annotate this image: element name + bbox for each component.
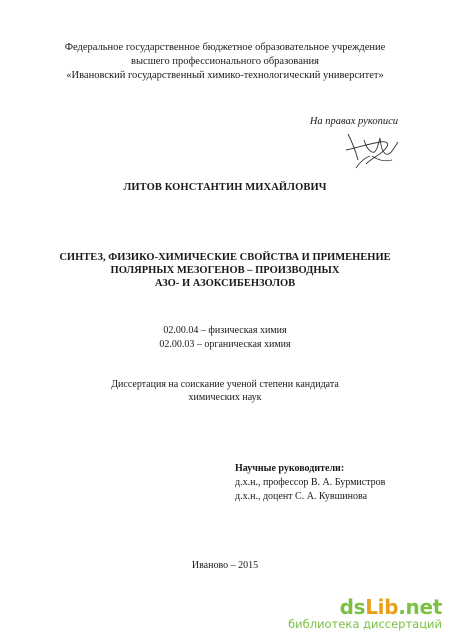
advisor-name: д.х.н., доцент С. А. Кувшинова xyxy=(235,491,368,502)
advisor-name: д.х.н., профессор В. А. Бурмистров xyxy=(235,477,386,488)
specialty-line: 02.00.03 – органическая химия xyxy=(159,339,291,350)
specialty-codes xyxy=(0,324,450,352)
dslib-watermark xyxy=(288,596,442,631)
dissertation-title xyxy=(0,251,450,290)
city-year: Иваново – 2015 xyxy=(191,560,259,571)
degree-statement xyxy=(0,378,450,404)
manuscript-rights-note: На правах рукописи xyxy=(309,116,398,127)
author-name: ЛИТОВ КОНСТАНТИН МИХАЙЛОВИЧ xyxy=(123,182,327,193)
degree-line: Диссертация на соискание ученой степени кандидата xyxy=(111,379,339,390)
dslib-subtitle: библиотека диссертаций xyxy=(288,617,442,631)
scientific-advisors xyxy=(235,462,385,504)
institution-line: «Ивановский государственный химико-технологический университет» xyxy=(66,70,384,81)
advisors-heading: Научные руководители: xyxy=(235,463,345,474)
title-line: СИНТЕЗ, ФИЗИКО-ХИМИЧЕСКИЕ СВОЙСТВА И ПРИМЕНЕНИЕ xyxy=(59,252,391,263)
specialty-line: 02.00.04 – физическая химия xyxy=(163,325,287,336)
dslib-logo: dsLib.net xyxy=(339,595,442,619)
handwritten-signature xyxy=(342,128,406,172)
institution-line: Федеральное государственное бюджетное образовательное учреждение xyxy=(64,42,386,53)
title-line: ПОЛЯРНЫХ МЕЗОГЕНОВ – ПРОИЗВОДНЫХ xyxy=(110,265,340,276)
institution-header xyxy=(0,41,450,83)
institution-line: высшего профессионального образования xyxy=(131,56,319,67)
degree-line: химических наук xyxy=(188,392,262,403)
title-line: АЗО- И АЗОКСИБЕНЗОЛОВ xyxy=(154,278,296,289)
